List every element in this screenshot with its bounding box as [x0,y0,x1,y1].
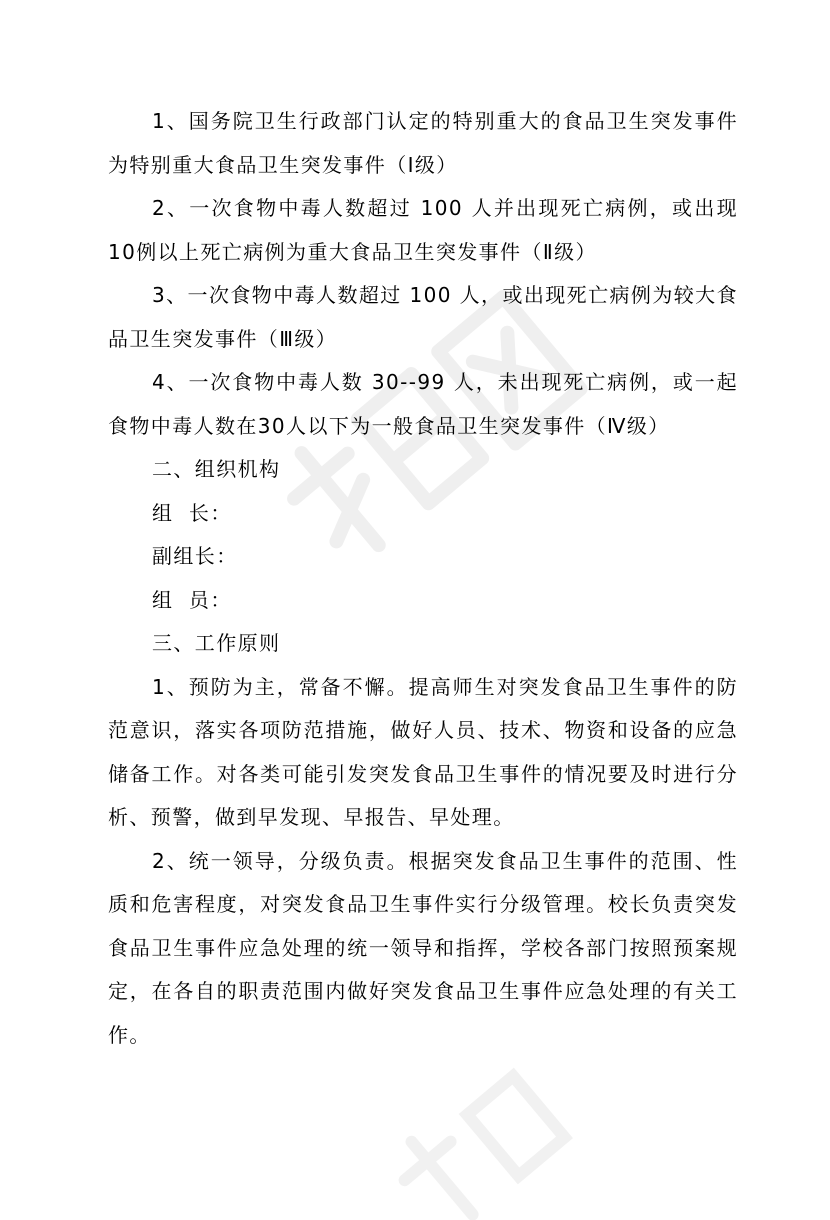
role-members: 组 员： [152,587,232,612]
role-leader: 组 长： [152,500,232,525]
paragraph-level-3: 3、一次食物中毒人数超过 100 人，或出现死亡病例为较大食品卫生突发事件（Ⅲ级） [108,283,738,351]
paragraph-level-4: 4、一次食物中毒人数 30--99 人，未出现死亡病例，或一起食物中毒人数在30人以下为一般食品卫生突发事件（Ⅳ级） [108,370,738,438]
paragraph-principle-1: 1、预防为主，常备不懈。提高师生对突发食品卫生事件的防范意识，落实各项防范措施，做好人员、技术、物资和设备的应急储备工作。对各类可能引发突发食品卫生事件的情况要及时进行分析、预警，做到早发现、早报告、早处理。 [108,674,738,829]
section-heading-principles: 三、工作原则 [152,631,281,655]
document-body [108,100,738,1057]
section-heading-organization: 二、组织机构 [152,457,281,481]
paragraph-level-2: 2、一次食物中毒人数超过 100 人并出现死亡病例，或出现10例以上死亡病例为重大食品卫生突发事件（Ⅱ级） [108,196,738,264]
paragraph-principle-2: 2、统一领导，分级负责。根据突发食品卫生事件的范围、性质和危害程度，对突发食品卫生事件实行分级管理。校长负责突发食品卫生事件应急处理的统一领导和指挥，学校各部门按照预案规定，在各自的职责范围内做好突发食品卫生事件应急处理的有关工作。 [108,848,738,1047]
role-deputy-leader: 副组长： [152,544,238,568]
watermark-graphic-bottom [330,1040,630,1220]
paragraph-level-1: 1、国务院卫生行政部门认定的特别重大的食品卫生突发事件为特别重大食品卫生突发事件（Ⅰ级） [108,109,738,177]
